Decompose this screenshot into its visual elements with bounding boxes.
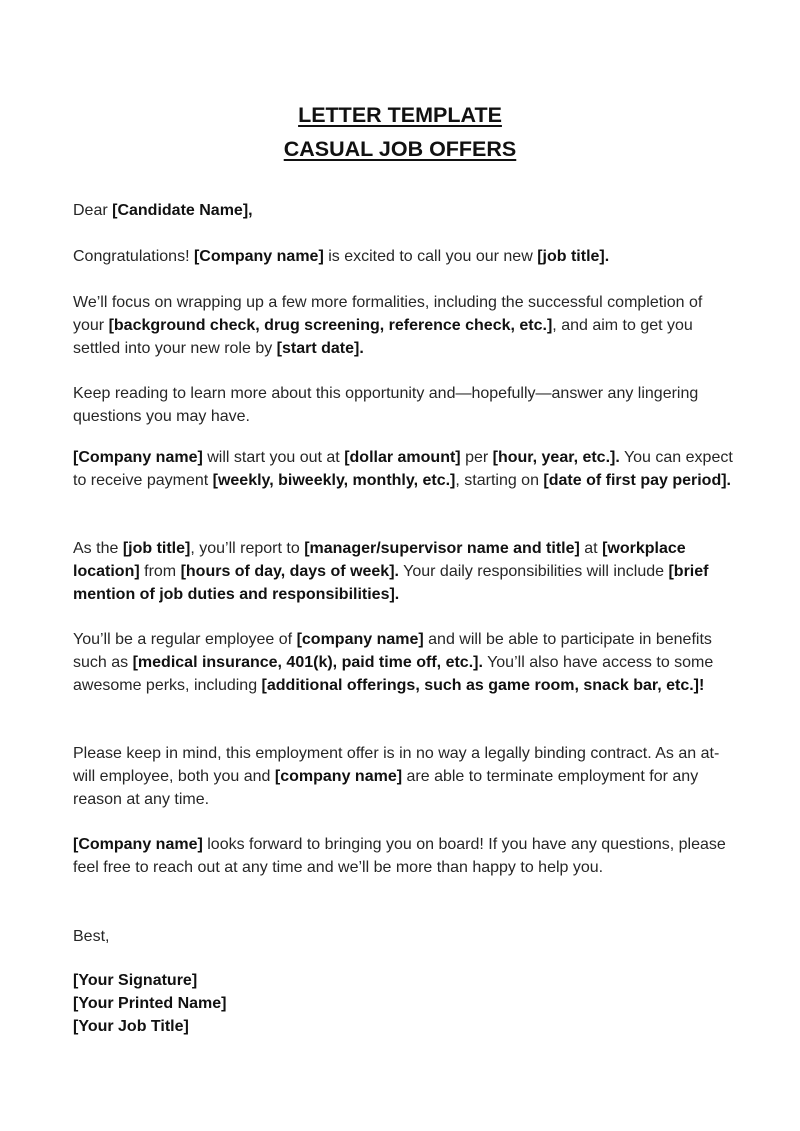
company-name-placeholder: [Company name]: [193, 248, 324, 265]
greeting-text: Dear: [73, 202, 113, 219]
company-name-placeholder: [Company name]: [73, 836, 203, 853]
manager-placeholder: [manager/supervisor name and title]: [304, 540, 580, 557]
formalities-paragraph: [73, 291, 733, 360]
first-pay-date-placeholder: [date of first pay period].: [543, 472, 731, 489]
closing-text: looks forward to bringing you on board! If you have any questions, please feel free to reach out at any time and we’ll be more than happy to help you.: [73, 836, 726, 876]
signature-placeholder: [Your Signature]: [73, 972, 198, 989]
congrats-text-1: Congratulations!: [73, 248, 194, 265]
role-text-3: at: [579, 540, 603, 557]
start-date-placeholder: [start date].: [276, 340, 364, 357]
job-title-placeholder: [job title]: [122, 540, 191, 557]
sign-off: [73, 925, 733, 948]
benefits-text-2: and will be able to participate in benefits such as: [73, 631, 712, 671]
title-line-2: CASUAL JOB OFFERS: [283, 137, 517, 161]
benefits-paragraph: [73, 628, 733, 697]
focus-text-1: We’ll focus on wrapping up a few more formalities, including the successful completion of your: [73, 294, 703, 334]
signature-block: [73, 969, 733, 1038]
role-text-5: Your daily responsibilities will include: [398, 563, 669, 580]
disclaimer-text-1: Please keep in mind, this employment offer is in no way a legally binding contract. As an at-will employee, both you and: [73, 745, 720, 785]
company-name-placeholder: [Company name]: [73, 449, 203, 466]
pay-text-1: will start you out at: [202, 449, 345, 466]
candidate-name-placeholder: [Candidate Name],: [112, 202, 253, 219]
dollar-amount-placeholder: [dollar amount]: [344, 449, 461, 466]
company-name-placeholder: [company name]: [274, 768, 403, 785]
greeting-paragraph: [73, 199, 733, 222]
pay-text-2: per: [460, 449, 493, 466]
focus-text-2: , and aim to get you settled into your new role by: [73, 317, 693, 357]
keep-reading-text: Keep reading to learn more about this opportunity and—hopefully—answer any lingering questions you may have.: [73, 385, 699, 425]
role-text-1: As the: [73, 540, 123, 557]
pay-text-4: , starting on: [455, 472, 544, 489]
role-text-4: from: [139, 563, 181, 580]
benefits-text-3: You’ll also have access to some awesome perks, including: [73, 654, 714, 694]
sign-off-text: Best,: [73, 928, 110, 945]
title-line-1: LETTER TEMPLATE: [298, 103, 502, 127]
pay-paragraph: [73, 446, 733, 492]
hours-placeholder: [hours of day, days of week].: [180, 563, 399, 580]
congratulations-paragraph: [73, 245, 733, 268]
congrats-text-2: is excited to call you our new: [323, 248, 538, 265]
payment-frequency-placeholder: [weekly, biweekly, monthly, etc.]: [212, 472, 456, 489]
checks-placeholder: [background check, drug screening, reference check, etc.]: [108, 317, 553, 334]
perks-placeholder: [additional offerings, such as game room, snack bar, etc.]!: [261, 677, 705, 694]
pay-text-3: You can expect to receive payment: [73, 449, 733, 489]
job-duties-placeholder: [brief mention of job duties and responsibilities].: [73, 563, 709, 603]
letter-title: [0, 98, 800, 166]
job-title-placeholder: [job title].: [537, 248, 610, 265]
disclaimer-paragraph: [73, 742, 733, 811]
benefits-placeholder: [medical insurance, 401(k), paid time off, etc.].: [132, 654, 483, 671]
printed-name-placeholder: [Your Printed Name]: [73, 995, 227, 1012]
role-paragraph: [73, 537, 733, 606]
company-name-placeholder: [company name]: [296, 631, 424, 648]
closing-paragraph: [73, 833, 733, 879]
role-text-2: , you’ll report to: [190, 540, 305, 557]
job-title-signature-placeholder: [Your Job Title]: [73, 1018, 189, 1035]
benefits-text-1: You’ll be a regular employee of: [73, 631, 297, 648]
workplace-location-placeholder: [workplace location]: [73, 540, 686, 580]
disclaimer-text-2: are able to terminate employment for any reason at any time.: [73, 768, 699, 808]
keep-reading-paragraph: [73, 382, 733, 428]
pay-period-placeholder: [hour, year, etc.].: [492, 449, 620, 466]
